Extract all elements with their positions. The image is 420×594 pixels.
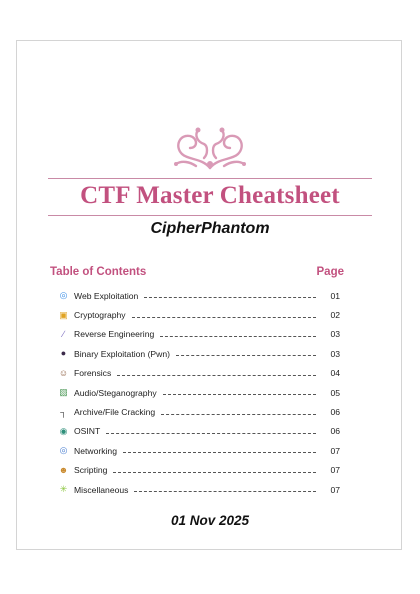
toc-item-label: Scripting (74, 465, 108, 476)
toc-leader-dots (123, 452, 316, 453)
toc-item-label: Archive/File Cracking (74, 407, 156, 418)
title-top-rule (48, 178, 372, 179)
toc-item[interactable] (58, 344, 340, 363)
toc-item-page: 03 (330, 348, 340, 359)
network-globe-icon: ◎ (59, 445, 68, 456)
toc-item-page: 07 (330, 484, 340, 495)
toc-item[interactable] (58, 286, 340, 305)
toc-item-label: Web Exploitation (74, 290, 139, 301)
toc-item-page: 07 (330, 445, 340, 456)
picture-icon: ▧ (59, 387, 68, 398)
document-author: CipherPhantom (150, 220, 270, 237)
toc-leader-dots (144, 297, 316, 298)
document-date: 01 Nov 2025 (170, 513, 250, 528)
toc-item-page: 06 (330, 426, 340, 437)
document-title: CTF Master Cheatsheet (80, 182, 340, 209)
floral-ornament-icon (168, 124, 252, 170)
toc-item-label: Reverse Engineering (74, 329, 155, 340)
title-bottom-rule (48, 215, 372, 216)
toc-item[interactable] (58, 325, 340, 344)
technologist-icon: ☻ (58, 464, 69, 475)
lock-icon: ▣ (59, 309, 68, 320)
toc-item[interactable] (58, 364, 340, 383)
earth-icon: ◉ (59, 425, 68, 436)
toc-leader-dots (176, 355, 316, 356)
toc-item[interactable] (58, 305, 340, 324)
detective-icon: ☺ (58, 367, 69, 378)
toc-item-page: 07 (330, 465, 340, 476)
toc-header (50, 266, 344, 278)
toc-item-label: Forensics (74, 368, 112, 379)
toc-item-page: 06 (330, 407, 340, 418)
toc-item[interactable] (58, 441, 340, 460)
syringe-icon: ∕ (62, 328, 65, 339)
toc-item-page: 04 (330, 368, 340, 379)
toc-item-page: 01 (330, 290, 340, 301)
toc-item[interactable] (58, 461, 340, 480)
toc-item-page: 02 (330, 310, 340, 321)
toc-item-label: Binary Exploitation (Pwn) (74, 348, 171, 359)
toc-item-label: Miscellaneous (74, 484, 129, 495)
toc-leader-dots (134, 491, 316, 492)
sparkle-icon: ✳ (59, 484, 68, 495)
toc-item[interactable] (58, 402, 340, 421)
toc-page-heading: Page (316, 266, 344, 278)
toc-leader-dots (160, 336, 316, 337)
toc-item-page: 03 (330, 329, 340, 340)
toc-leader-dots (117, 375, 316, 376)
toc-item[interactable] (58, 383, 340, 402)
toc-item-label: Audio/Steganography (74, 387, 157, 398)
toc-item-label: OSINT (74, 426, 101, 437)
archive-icon: ┐ (60, 406, 67, 417)
toc-item-page: 05 (330, 387, 340, 398)
toc-item[interactable] (58, 480, 340, 499)
toc-leader-dots (161, 414, 316, 415)
toc-heading: Table of Contents (50, 266, 147, 278)
toc-item[interactable] (58, 422, 340, 441)
globe-icon: ◎ (59, 290, 68, 301)
toc-leader-dots (132, 317, 316, 318)
bomb-icon: ● (60, 348, 67, 359)
toc-leader-dots (113, 472, 316, 473)
toc-item-label: Networking (74, 445, 117, 456)
toc-leader-dots (163, 394, 316, 395)
toc-list (58, 286, 340, 499)
toc-leader-dots (106, 433, 316, 434)
toc-item-label: Cryptography (74, 310, 126, 321)
